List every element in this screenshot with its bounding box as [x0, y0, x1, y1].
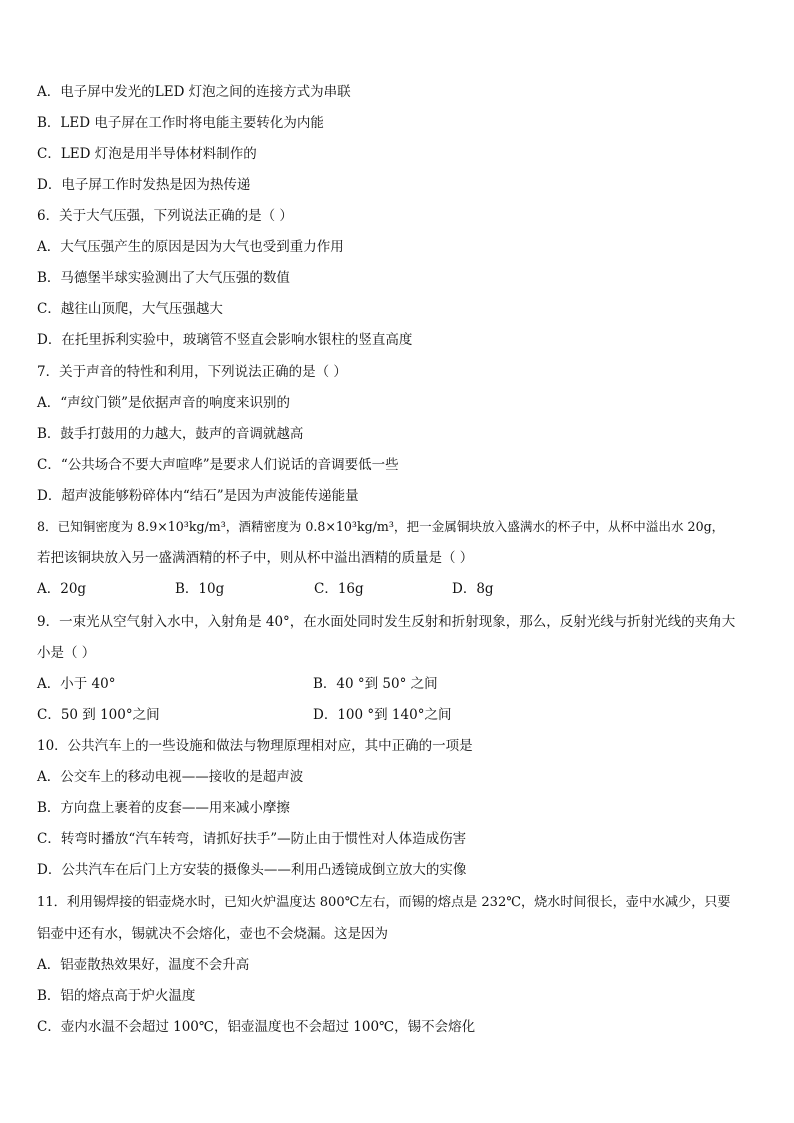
q7-option-b: B．鼓手打鼓用的力越大，鼓声的音调就越高	[37, 426, 304, 442]
q9-stem-line2: 小是（ ）	[37, 645, 96, 661]
q10-stem: 10．公共汽车上的一些设施和做法与物理原理相对应，其中正确的一项是	[37, 738, 473, 754]
q10-option-c: C．转弯时播放“汽车转弯，请抓好扶手”—防止由于惯性对人体造成伤害	[37, 831, 467, 847]
q7-option-d: D．超声波能够粉碎体内“结石”是因为声波能传递能量	[37, 488, 359, 504]
q8-option-d: D．8g	[452, 581, 494, 597]
q9-option-a: A．小于 40°	[37, 676, 116, 692]
q8-stem-line2: 若把该铜块放入另一盛满酒精的杯子中，则从杯中溢出酒精的质量是（ ）	[37, 550, 474, 566]
q6-option-a: A．大气压强产生的原因是因为大气也受到重力作用	[37, 239, 344, 255]
q5-option-d: D．电子屏工作时发热是因为热传递	[37, 177, 251, 193]
q9-stem-line1: 9．一束光从空气射入水中，入射角是 40°，在水面处同时发生反射和折射现象，那么，反射光线与折射光线的夹角大	[37, 614, 736, 630]
q9-option-c: C．50 到 100°之间	[37, 707, 160, 723]
q8-option-c: C．16g	[314, 581, 364, 597]
q6-option-c: C．越往山顶爬，大气压强越大	[37, 301, 223, 317]
q8-stem-line1: 8．已知铜密度为 8.9×10³kg/m³，酒精密度为 0.8×10³kg/m³，把一金属铜块放入盛满水的杯子中，从杯中溢出水 20g，	[37, 519, 725, 534]
q8-option-b: B．10g	[175, 581, 225, 597]
q7-stem: 7．关于声音的特性和利用，下列说法正确的是（ ）	[37, 364, 347, 380]
q10-option-a: A．公交车上的移动电视——接收的是超声波	[37, 769, 304, 785]
q10-option-b: B．方向盘上裹着的皮套——用来减小摩擦	[37, 800, 290, 816]
q11-option-b: B．铝的熔点高于炉火温度	[37, 988, 196, 1004]
q5-option-c: C．LED 灯泡是用半导体材料制作的	[37, 146, 257, 162]
q11-option-a: A．铝壶散热效果好，温度不会升高	[37, 957, 250, 973]
q5-option-a: A．电子屏中发光的LED 灯泡之间的连接方式为串联	[37, 84, 351, 100]
q6-stem: 6．关于大气压强，下列说法正确的是（ ）	[37, 208, 293, 224]
q11-stem-line1: 11．利用锡焊接的铝壶烧水时，已知火炉温度达 800℃左右，而锡的熔点是 232℃，烧水时间很长，壶中水减少，只要	[37, 895, 731, 910]
q7-option-a: A．“声纹门锁”是依据声音的响度来识别的	[37, 395, 291, 411]
q10-option-d: D．公共汽车在后门上方安装的摄像头——利用凸透镜成倒立放大的实像	[37, 862, 467, 878]
q7-option-c: C．“公共场合不要大声喧哗”是要求人们说话的音调要低一些	[37, 457, 399, 473]
q6-option-b: B．马德堡半球实验测出了大气压强的数值	[37, 270, 290, 286]
q11-stem-line2: 铝壶中还有水，锡就决不会熔化，壶也不会烧漏。这是因为	[37, 926, 388, 942]
q9-option-b: B．40 °到 50° 之间	[313, 676, 438, 692]
q5-option-b: B．LED 电子屏在工作时将电能主要转化为内能	[37, 115, 324, 131]
q11-option-c: C．壶内水温不会超过 100℃，铝壶温度也不会超过 100℃，锡不会熔化	[37, 1019, 476, 1035]
q8-option-a: A．20g	[37, 581, 87, 597]
q9-option-d: D．100 °到 140°之间	[313, 707, 452, 723]
q6-option-d: D．在托里拆利实验中，玻璃管不竖直会影响水银柱的竖直高度	[37, 332, 413, 348]
